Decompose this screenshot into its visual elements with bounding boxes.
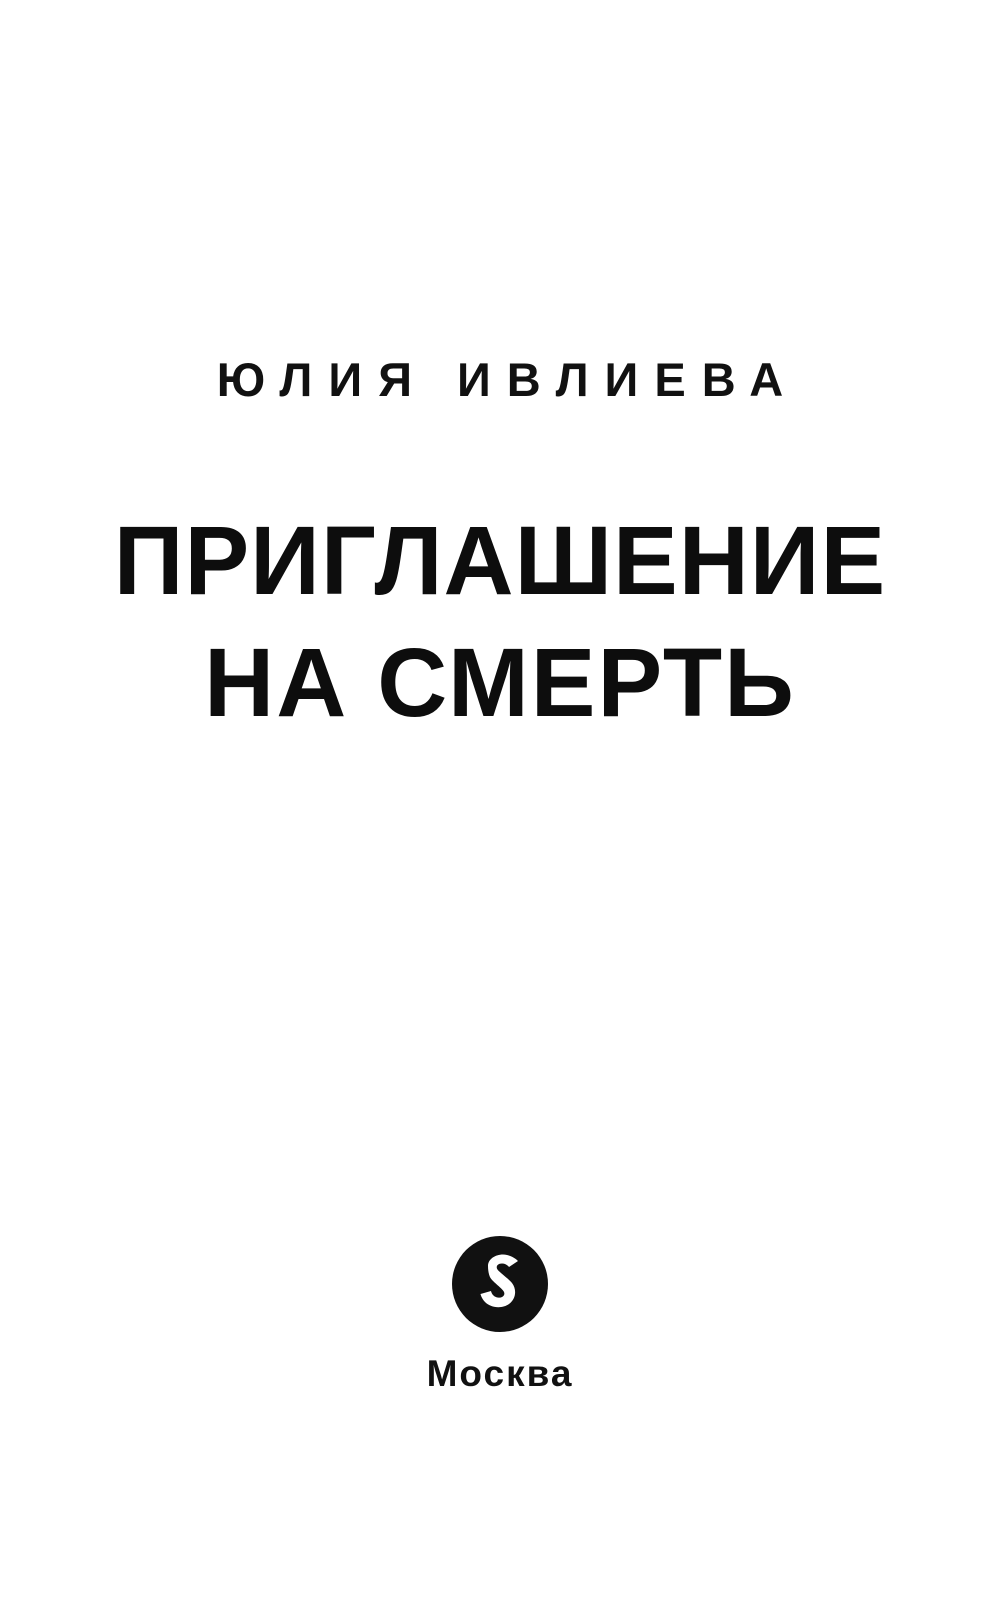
- book-title-line-1: ПРИГЛАШЕНИЕ: [113, 506, 887, 615]
- publisher-block: [0, 1236, 1000, 1395]
- author-name: ЮЛИЯ ИВЛИЕВА: [216, 353, 800, 406]
- book-title: [0, 500, 1000, 744]
- publisher-city: Москва: [426, 1353, 574, 1394]
- eksmo-logo-icon: [452, 1236, 548, 1332]
- book-title-line-2: НА СМЕРТЬ: [204, 628, 796, 737]
